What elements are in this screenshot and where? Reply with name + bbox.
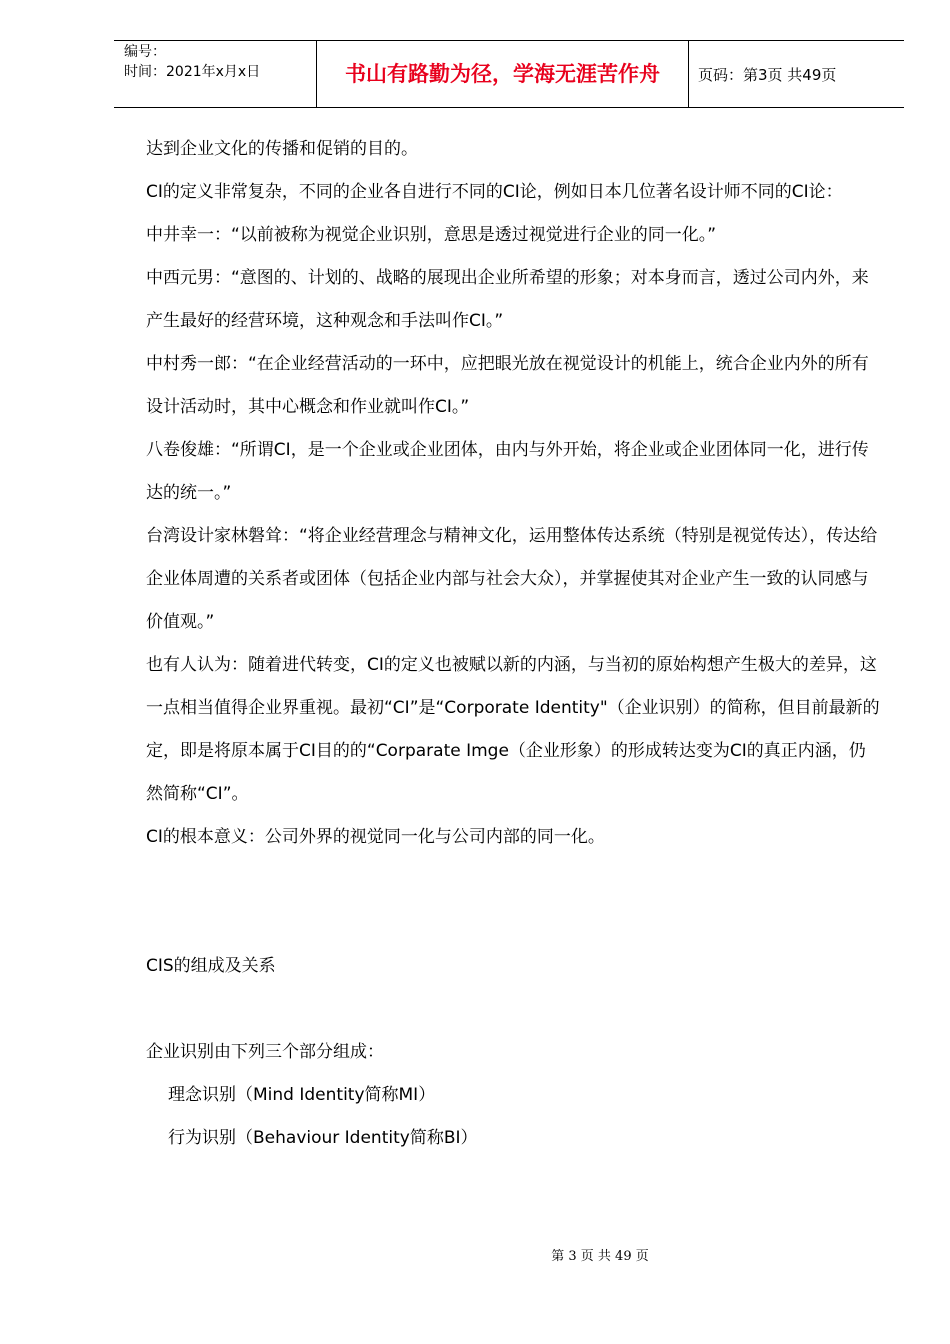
paragraph: 台湾设计家林磐耸：“将企业经营理念与精神文化，运用整体传达系统（特别是视觉传达），传达给企业体周遭的关系者或团体（包括企业内部与社会大众），并掌握使其对企业产生一致的认同感与价值观。” [146, 526, 878, 632]
paragraph: 也有人认为：随着进代转变，CI的定义也被赋以新的内涵，与当初的原始构想产生极大的差异，这一点相当值得企业界重视。最初“CI”是“Corporate Identity"（企业识别）的简称，但目前最新的定，即是将原本属于CI目的的“Corparate Imge（企业形象）的形成转达变为CI的真正内涵，仍然简称“CI”。 [146, 655, 880, 804]
serial-label: 编号： [124, 44, 166, 60]
list-item: 理念识别（Mind Identity简称MI） [168, 1085, 436, 1105]
section-intro: 企业识别由下列三个部分组成： [146, 1042, 384, 1062]
page-header [114, 40, 904, 108]
header-divider [688, 41, 689, 107]
spacer [146, 988, 880, 1031]
time-label: 时间：2021年x月x日 [124, 64, 261, 80]
header-page-info: 页码：第3页 共49页 [698, 66, 837, 84]
paragraph: 中井幸一：“以前被称为视觉企业识别，意思是透过视觉进行企业的同一化。” [146, 225, 717, 245]
paragraph: 中西元男：“意图的、计划的、战略的展现出企业所希望的形象；对本身而言，透过公司内外，来产生最好的经营环境，这种观念和手法叫作CI。” [146, 268, 869, 331]
paragraph: CI的定义非常复杂，不同的企业各自进行不同的CI论，例如日本几位著名设计师不同的CI论： [146, 182, 843, 202]
section-title: CIS的组成及关系 [146, 956, 276, 976]
paragraph: 八卷俊雄：“所谓CI，是一个企业或企业团体，由内与外开始，将企业或企业团体同一化，进行传达的统一。” [146, 440, 869, 503]
footer-page-number: 第 3 页 共 49 页 [551, 1249, 649, 1264]
document-body [146, 128, 880, 1160]
header-meta [114, 41, 316, 107]
spacer [146, 859, 880, 945]
paragraph: CI的根本意义：公司外界的视觉同一化与公司内部的同一化。 [146, 827, 605, 847]
paragraph: 达到企业文化的传播和促销的目的。 [146, 139, 418, 159]
paragraph: 中村秀一郎：“在企业经营活动的一环中，应把眼光放在视觉设计的机能上，统合企业内外的所有设计活动时，其中心概念和作业就叫作CI。” [146, 354, 869, 417]
list-item: 行为识别（Behaviour Identity简称BI） [168, 1128, 478, 1148]
header-motto: 书山有路勤为径，学海无涯苦作舟 [345, 61, 660, 86]
page-footer [0, 1245, 950, 1264]
